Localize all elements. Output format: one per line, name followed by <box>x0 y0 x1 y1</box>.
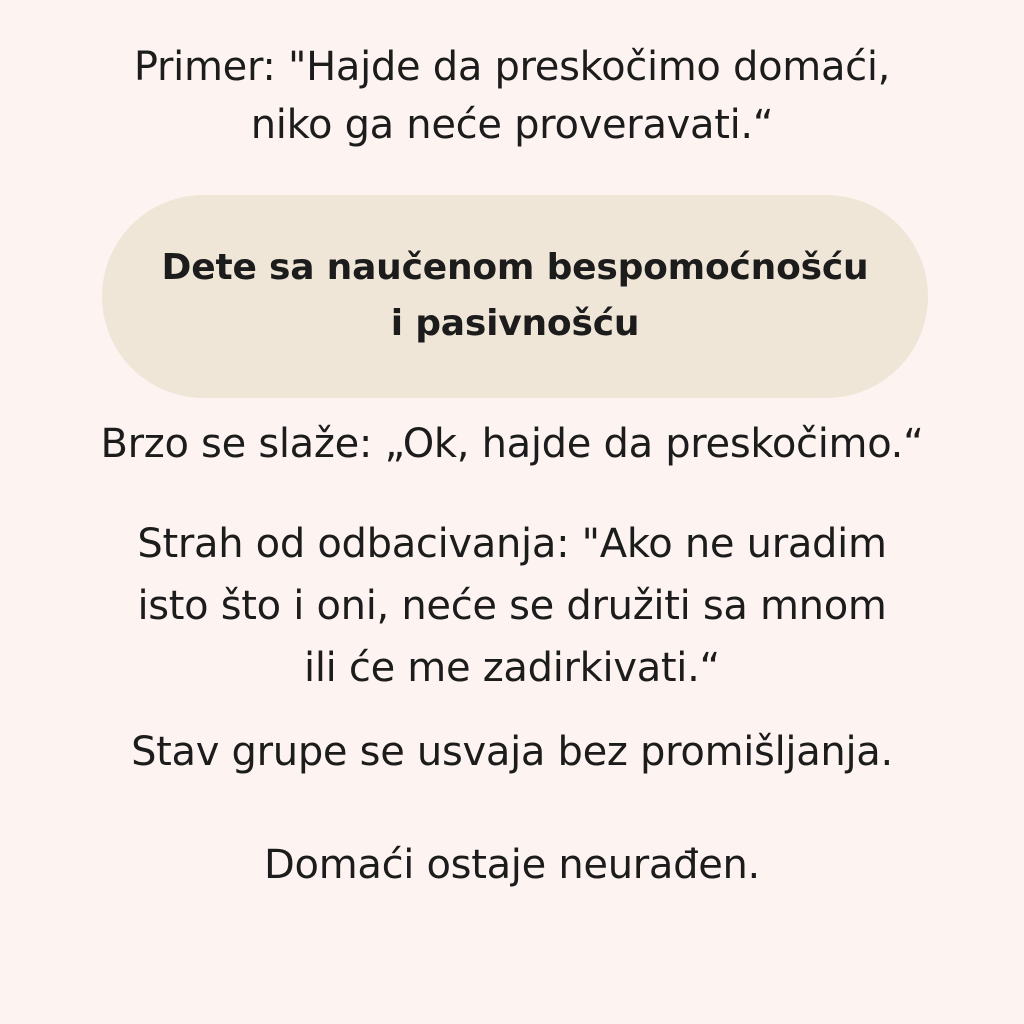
result-statement <box>0 835 1024 895</box>
attitude-statement-text: Stav grupe se usvaja bez promišljanja. <box>131 729 893 775</box>
agree-statement-text: Brzo se slaže: „Ok, hajde da preskočimo.“ <box>100 421 924 467</box>
fear-statement-line-2: isto što i oni, neće se družiti sa mnom <box>137 583 887 629</box>
highlight-title <box>102 240 928 352</box>
fear-statement-line-3: ili će me zadirkivati.“ <box>304 645 720 691</box>
highlight-title-line-1: Dete sa naučenom bespomoćnošću <box>161 247 869 288</box>
highlight-title-line-2: i pasivnošću <box>390 303 640 344</box>
agree-statement <box>0 415 1024 473</box>
example-quote-line-2: niko ga neće proveravati.“ <box>250 102 774 148</box>
attitude-statement <box>0 722 1024 782</box>
result-statement-text: Domaći ostaje neurađen. <box>264 842 760 888</box>
fear-statement <box>0 513 1024 699</box>
example-quote <box>0 38 1024 154</box>
example-quote-line-1: Primer: "Hajde da preskočimo domaći, <box>133 44 891 90</box>
fear-statement-line-1: Strah od odbacivanja: "Ako ne uradim <box>137 521 887 567</box>
